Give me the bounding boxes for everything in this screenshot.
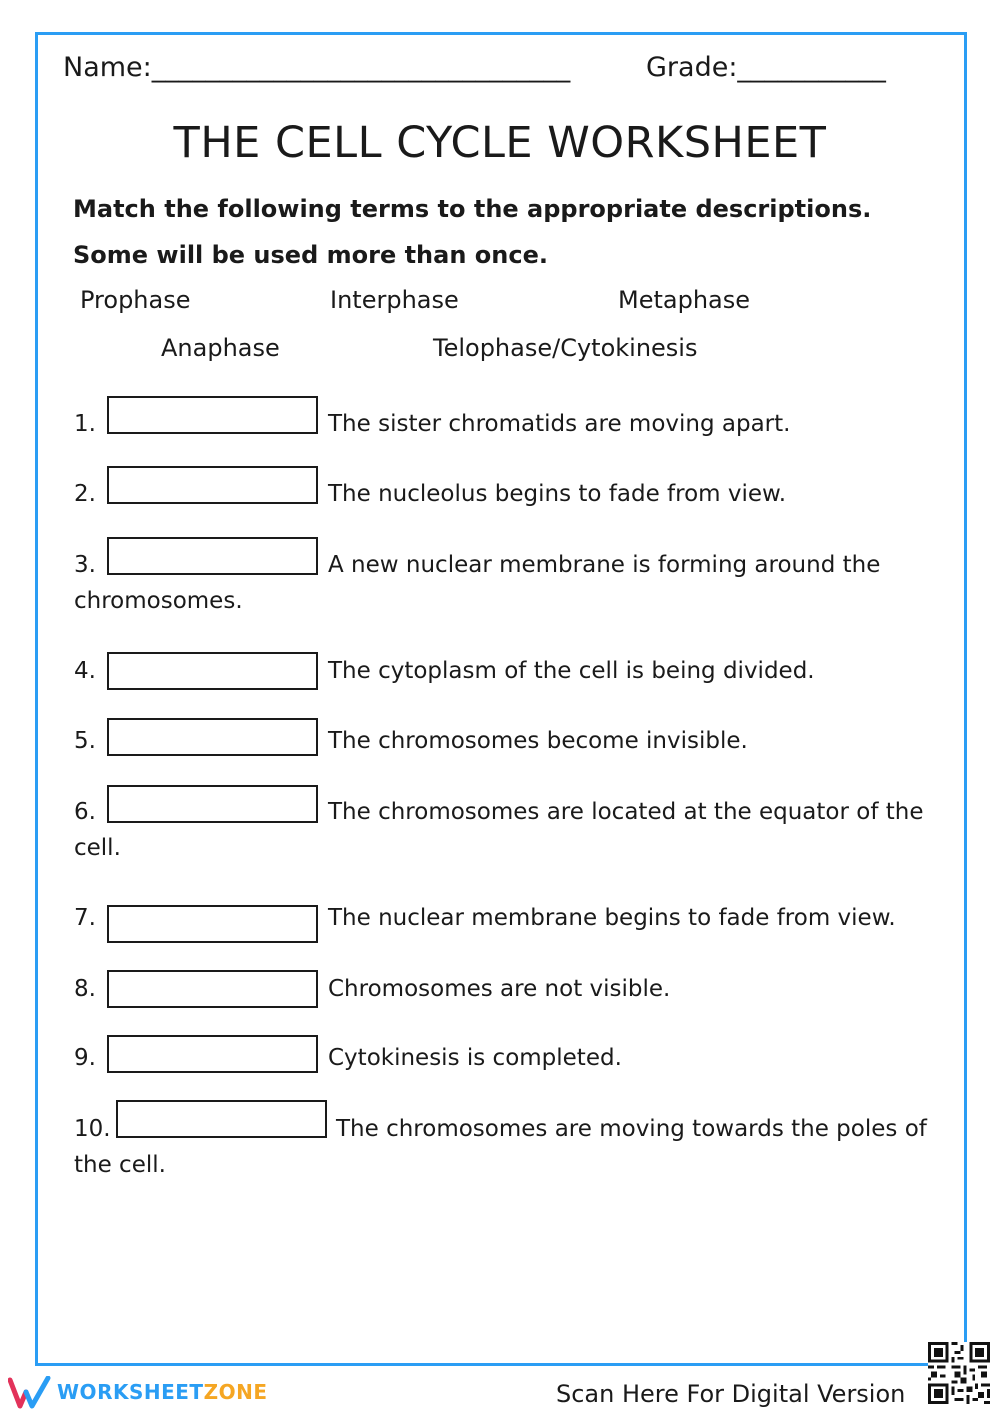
answer-box-8[interactable] <box>107 970 318 1008</box>
answer-box-6[interactable] <box>107 785 318 823</box>
brand-name <box>57 1380 267 1404</box>
qr-code-icon[interactable] <box>928 1342 990 1404</box>
question-text-3: A new nuclear membrane is forming around the <box>328 552 881 578</box>
brand-name-part2: ZONE <box>203 1380 268 1404</box>
question-text-1: The sister chromatids are moving apart. <box>328 411 791 437</box>
answer-box-10[interactable] <box>116 1100 327 1138</box>
answer-box-1[interactable] <box>107 396 318 434</box>
term-metaphase: Metaphase <box>618 286 751 314</box>
question-number: 7. <box>74 905 96 931</box>
question-number: 8. <box>74 976 96 1002</box>
question-text-5: The chromosomes become invisible. <box>328 728 748 754</box>
question-number: 4. <box>74 658 96 684</box>
question-text-8: Chromosomes are not visible. <box>328 976 671 1002</box>
term-interphase: Interphase <box>330 286 459 314</box>
scan-digital-version-text: Scan Here For Digital Version <box>556 1380 906 1408</box>
answer-box-5[interactable] <box>107 718 318 756</box>
worksheet-title: THE CELL CYCLE WORKSHEET <box>173 118 827 168</box>
answer-box-3[interactable] <box>107 537 318 575</box>
question-text-6-continued: cell. <box>74 835 121 861</box>
question-text-10: The chromosomes are moving towards the poles of <box>336 1116 927 1142</box>
question-number: 5. <box>74 728 96 754</box>
answer-box-7[interactable] <box>107 905 318 943</box>
question-number: 10. <box>74 1116 111 1142</box>
question-number: 1. <box>74 411 96 437</box>
question-text-4: The cytoplasm of the cell is being divided. <box>328 658 815 684</box>
answer-box-4[interactable] <box>107 652 318 690</box>
question-number: 3. <box>74 552 96 578</box>
grade-field-label: Grade:___________ <box>646 52 886 83</box>
question-text-7: The nuclear membrane begins to fade from view. <box>328 905 896 931</box>
question-number: 6. <box>74 799 96 825</box>
question-number: 2. <box>74 481 96 507</box>
question-text-2: The nucleolus begins to fade from view. <box>328 481 787 507</box>
question-text-9: Cytokinesis is completed. <box>328 1045 622 1071</box>
brand-name-part1: WORKSHEET <box>57 1380 204 1404</box>
question-text-6: The chromosomes are located at the equator of the <box>328 799 924 825</box>
answer-box-2[interactable] <box>107 466 318 504</box>
term-anaphase: Anaphase <box>161 334 280 362</box>
instructions-text: Match the following terms to the appropriate descriptions. Some will be used more than once. <box>73 195 872 269</box>
name-field-label: Name:_______________________________ <box>63 52 571 83</box>
term-telophase-cytokinesis: Telophase/Cytokinesis <box>433 334 698 362</box>
worksheetzone-logo-icon <box>8 1376 52 1414</box>
question-text-10-continued: the cell. <box>74 1152 166 1178</box>
answer-box-9[interactable] <box>107 1035 318 1073</box>
question-number: 9. <box>74 1045 96 1071</box>
term-prophase: Prophase <box>80 286 191 314</box>
question-text-3-continued: chromosomes. <box>74 588 243 614</box>
